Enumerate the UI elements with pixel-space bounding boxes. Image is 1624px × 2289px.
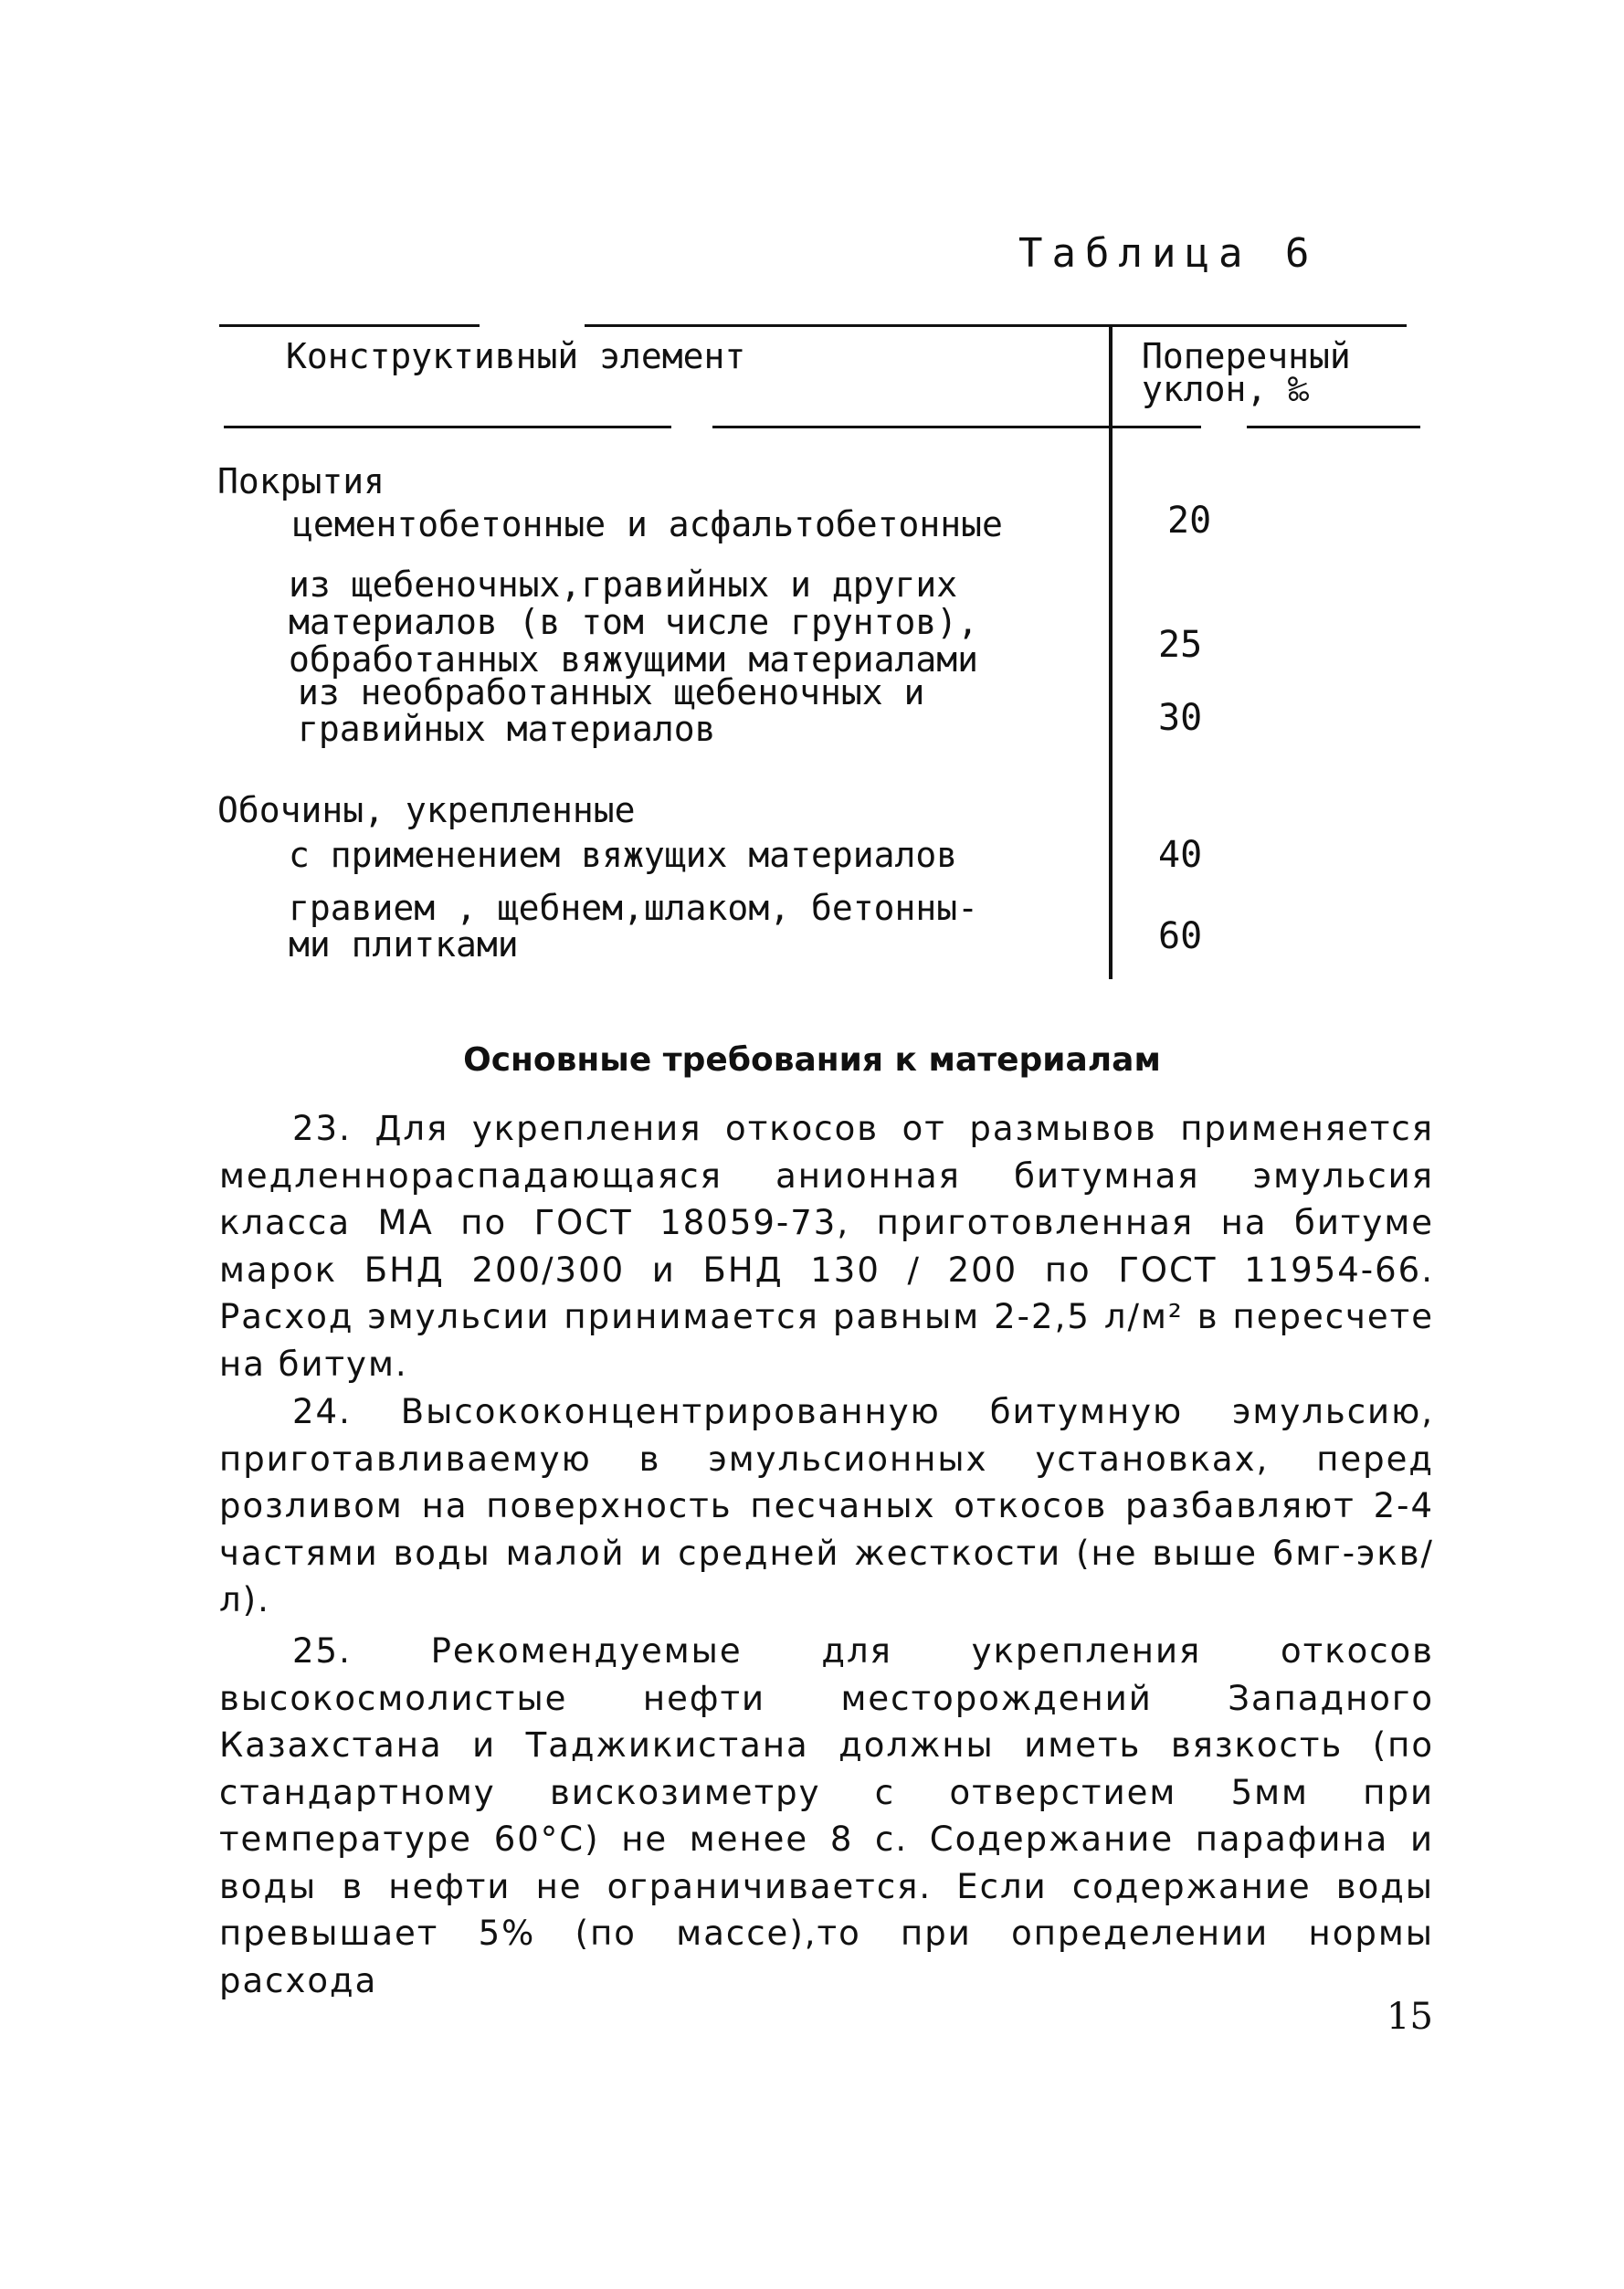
table-header-rule-left xyxy=(224,426,671,428)
row-text-line: с применением вяжущих материалов xyxy=(289,835,958,875)
table-row-binders xyxy=(289,836,957,874)
table-top-rule-right xyxy=(585,324,1407,327)
table-value-25: 25 xyxy=(1158,624,1203,666)
section-heading: Основные требования к материалам xyxy=(463,1041,1161,1079)
column-header-element: Конструктивный элемент xyxy=(286,336,746,376)
table-row-cement-asphalt xyxy=(292,505,1003,543)
row-text-line: обработанных вяжущими материалами xyxy=(289,639,978,680)
row-text-line: из щебеночных,гравийных и других xyxy=(289,564,958,605)
column-header-slope-line1: Поперечный xyxy=(1142,336,1351,376)
table-caption: Таблица 6 xyxy=(1018,230,1319,277)
row-text-line: материалов (в том числе грунтов), xyxy=(289,602,978,642)
row-text-line: гравийных материалов xyxy=(298,709,716,749)
table-column-divider xyxy=(1109,326,1113,979)
table-group-shoulders: Обочины, укрепленные xyxy=(217,790,636,830)
table-value-60: 60 xyxy=(1158,915,1203,957)
table-group-coverings: Покрытия xyxy=(217,461,385,501)
page-number: 15 xyxy=(1387,1996,1433,2038)
row-text-line: цементобетонные и асфальтобетонные xyxy=(292,504,1003,544)
row-text-line: ми плитками xyxy=(289,924,519,965)
table-row-crushed-treated xyxy=(289,566,978,679)
row-text-line: гравием , щебнем,шлаком, бетонны- xyxy=(289,888,978,928)
table-row-crushed-untreated xyxy=(298,674,924,747)
row-text-line: из необработанных щебеночных и xyxy=(298,672,925,712)
table-top-rule-left xyxy=(219,324,480,327)
column-header-slope-line2: уклон, ‰ xyxy=(1142,369,1310,409)
table-value-20: 20 xyxy=(1167,500,1212,542)
table-value-40: 40 xyxy=(1158,834,1203,876)
paragraph-24: 24. Высококонцентрированную битумную эмульсию, приготавливаемую в эмульсионных установках, перед розливом на поверхность песчаных откосов разбавляют 2-4 частями воды малой и средней жесткости (не выше 6мг-экв/л). xyxy=(219,1392,1434,1619)
paragraph-25: 25. Рекомендуемые для укрепления откосов высокосмолистые нефти месторождений Западного Казахстана и Таджикистана должны иметь вязкость (по стандартному вискозиметру с отверстием 5мм при температуре 60°С) не менее 8 с. Содержание парафина и воды в нефти не ограничивается. Если содержание воды превышает 5% (по массе),то при определении нормы расхода xyxy=(219,1631,1434,2000)
table-value-30: 30 xyxy=(1158,697,1203,739)
table-row-gravel-slabs xyxy=(289,890,978,963)
table-header-rule-right xyxy=(1247,426,1420,428)
table-header-rule-mid xyxy=(712,426,1201,428)
paragraph-23: 23. Для укрепления откосов от размывов применяется медленнораспадающаяся анионная битумная эмульсия класса МА по ГОСТ 18059-73, приготовленная на битуме марок БНД 200/300 и БНД 130 / 200 по ГОСТ 11954-66. Расход эмульсии принимается равным 2-2,5 л/м² в пересчете на битум. xyxy=(219,1109,1434,1384)
